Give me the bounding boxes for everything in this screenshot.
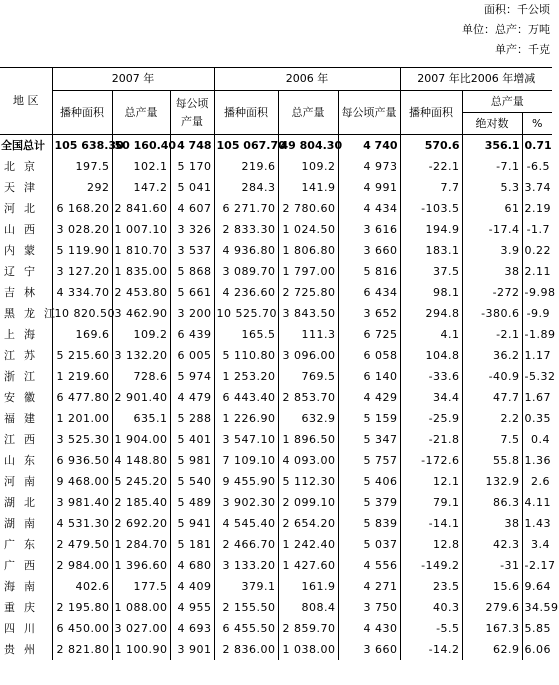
yield-2007-cell: 3 326 bbox=[170, 219, 214, 240]
total-output-2007-cell: 2 453.80 bbox=[112, 282, 170, 303]
yield-2007-cell: 5 288 bbox=[170, 408, 214, 429]
sown-area-2006-cell: 6 443.40 bbox=[214, 387, 278, 408]
region-cell: 浙江 bbox=[4, 370, 44, 383]
region-cell: 江苏 bbox=[4, 349, 44, 362]
sown-area-2006-cell: 2 836.00 bbox=[214, 639, 278, 660]
yield-2006-cell: 6 140 bbox=[338, 366, 400, 387]
output-change-absolute-cell: 38 bbox=[462, 261, 522, 282]
yield-2006-cell: 4 271 bbox=[338, 576, 400, 597]
output-change-absolute-cell: 61 bbox=[462, 198, 522, 219]
region-cell: 辽宁 bbox=[4, 265, 44, 278]
unit-output: 单位：总产：万吨 bbox=[462, 23, 550, 36]
sown-area-2006-cell: 4 936.80 bbox=[214, 240, 278, 261]
total-output-2007-cell: 1 100.90 bbox=[112, 639, 170, 660]
total-output-2007-cell: 1 904.00 bbox=[112, 429, 170, 450]
total-output-2006-cell: 109.2 bbox=[278, 156, 338, 177]
header-year-2006: 2006 年 bbox=[214, 68, 400, 91]
yield-2006-cell: 5 379 bbox=[338, 492, 400, 513]
sown-area-2006-cell: 6 455.50 bbox=[214, 618, 278, 639]
sown-area-change-cell: 34.4 bbox=[400, 387, 462, 408]
sown-area-change-cell: 12.1 bbox=[400, 471, 462, 492]
yield-2006-cell: 5 159 bbox=[338, 408, 400, 429]
table-row bbox=[0, 156, 552, 177]
table-row bbox=[0, 324, 552, 345]
yield-2006-cell: 5 406 bbox=[338, 471, 400, 492]
output-change-absolute-cell: -40.9 bbox=[462, 366, 522, 387]
sown-area-2007-cell: 6 477.80 bbox=[52, 387, 112, 408]
output-change-percent-cell: 2.11 bbox=[522, 261, 552, 282]
table-row bbox=[0, 282, 552, 303]
sown-area-2007-cell: 402.6 bbox=[52, 576, 112, 597]
sown-area-2006-cell: 3 547.10 bbox=[214, 429, 278, 450]
output-change-percent-cell: 0.71 bbox=[522, 135, 552, 157]
output-change-absolute-cell: 38 bbox=[462, 513, 522, 534]
header-yield-2007: 每公顷产量 bbox=[170, 91, 214, 135]
header-sown-area-2006: 播种面积 bbox=[214, 91, 278, 135]
sown-area-change-cell: -22.1 bbox=[400, 156, 462, 177]
total-output-2007-cell: 2 185.40 bbox=[112, 492, 170, 513]
yield-2006-cell: 3 660 bbox=[338, 240, 400, 261]
sown-area-2007-cell: 6 450.00 bbox=[52, 618, 112, 639]
sown-area-2007-cell: 3 981.40 bbox=[52, 492, 112, 513]
table-row bbox=[0, 387, 552, 408]
table-row bbox=[0, 618, 552, 639]
sown-area-change-cell: -25.9 bbox=[400, 408, 462, 429]
total-output-2006-cell: 3 096.00 bbox=[278, 345, 338, 366]
total-output-2006-cell: 1 038.00 bbox=[278, 639, 338, 660]
region-cell: 上海 bbox=[4, 328, 44, 341]
sown-area-2007-cell: 10 820.50 bbox=[52, 303, 112, 324]
table-row bbox=[0, 450, 552, 471]
header-percent: % bbox=[522, 113, 552, 135]
total-output-2007-cell: 3 027.00 bbox=[112, 618, 170, 639]
total-output-2006-cell: 5 112.30 bbox=[278, 471, 338, 492]
yield-2007-cell: 5 981 bbox=[170, 450, 214, 471]
output-change-percent-cell: 4.11 bbox=[522, 492, 552, 513]
sown-area-2006-cell: 9 455.90 bbox=[214, 471, 278, 492]
header-sown-area-2007: 播种面积 bbox=[52, 91, 112, 135]
total-output-2007-cell: 147.2 bbox=[112, 177, 170, 198]
yield-2006-cell: 4 973 bbox=[338, 156, 400, 177]
output-change-absolute-cell: 47.7 bbox=[462, 387, 522, 408]
yield-2006-cell: 4 429 bbox=[338, 387, 400, 408]
table-row bbox=[0, 513, 552, 534]
yield-2007-cell: 4 693 bbox=[170, 618, 214, 639]
yield-2006-cell: 4 740 bbox=[338, 135, 400, 157]
output-change-absolute-cell: 62.9 bbox=[462, 639, 522, 660]
output-change-percent-cell: 1.17 bbox=[522, 345, 552, 366]
region-cell: 广西 bbox=[4, 559, 44, 572]
region-cell: 黑龙江 bbox=[4, 307, 64, 320]
output-change-absolute-cell: 36.2 bbox=[462, 345, 522, 366]
yield-2007-cell: 5 489 bbox=[170, 492, 214, 513]
sown-area-change-cell: 104.8 bbox=[400, 345, 462, 366]
table-row bbox=[0, 261, 552, 282]
sown-area-change-cell: -172.6 bbox=[400, 450, 462, 471]
total-output-2006-cell: 769.5 bbox=[278, 366, 338, 387]
region-cell: 广东 bbox=[4, 538, 44, 551]
total-output-2007-cell: 2 901.40 bbox=[112, 387, 170, 408]
sown-area-2007-cell: 6 936.50 bbox=[52, 450, 112, 471]
sown-area-2006-cell: 165.5 bbox=[214, 324, 278, 345]
region-cell: 内蒙 bbox=[4, 244, 44, 257]
output-change-absolute-cell: -2.1 bbox=[462, 324, 522, 345]
table-row bbox=[0, 177, 552, 198]
output-change-percent-cell: 5.85 bbox=[522, 618, 552, 639]
total-output-2006-cell: 1 242.40 bbox=[278, 534, 338, 555]
total-output-2006-cell: 4 093.00 bbox=[278, 450, 338, 471]
table-row bbox=[0, 303, 552, 324]
header-absolute: 绝对数 bbox=[462, 113, 522, 135]
sown-area-2006-cell: 3 902.30 bbox=[214, 492, 278, 513]
yield-2006-cell: 3 616 bbox=[338, 219, 400, 240]
table-row bbox=[0, 492, 552, 513]
total-output-2006-cell: 2 853.70 bbox=[278, 387, 338, 408]
yield-2007-cell: 4 409 bbox=[170, 576, 214, 597]
output-change-percent-cell: 3.74 bbox=[522, 177, 552, 198]
table-row bbox=[0, 345, 552, 366]
sown-area-2006-cell: 5 110.80 bbox=[214, 345, 278, 366]
yield-2006-cell: 5 037 bbox=[338, 534, 400, 555]
sown-area-change-cell: -14.1 bbox=[400, 513, 462, 534]
region-cell: 天津 bbox=[4, 181, 44, 194]
sown-area-2007-cell: 2 195.80 bbox=[52, 597, 112, 618]
sown-area-2007-cell: 9 468.00 bbox=[52, 471, 112, 492]
yield-2007-cell: 4 748 bbox=[170, 135, 214, 157]
unit-area: 面积：千公顷 bbox=[484, 3, 550, 16]
output-change-percent-cell: 9.64 bbox=[522, 576, 552, 597]
yield-2007-cell: 5 868 bbox=[170, 261, 214, 282]
total-output-2007-cell: 109.2 bbox=[112, 324, 170, 345]
yield-2006-cell: 5 757 bbox=[338, 450, 400, 471]
sown-area-2007-cell: 4 334.70 bbox=[52, 282, 112, 303]
output-change-absolute-cell: 132.9 bbox=[462, 471, 522, 492]
yield-2006-cell: 5 839 bbox=[338, 513, 400, 534]
region-cell: 河南 bbox=[4, 475, 44, 488]
total-output-2007-cell: 4 148.80 bbox=[112, 450, 170, 471]
header-year-2007: 2007 年 bbox=[52, 68, 214, 91]
output-change-absolute-cell: 7.5 bbox=[462, 429, 522, 450]
yield-2007-cell: 4 955 bbox=[170, 597, 214, 618]
sown-area-2006-cell: 1 226.90 bbox=[214, 408, 278, 429]
sown-area-change-cell: 40.3 bbox=[400, 597, 462, 618]
output-change-percent-cell: 2.19 bbox=[522, 198, 552, 219]
yield-2007-cell: 5 661 bbox=[170, 282, 214, 303]
yield-2006-cell: 4 434 bbox=[338, 198, 400, 219]
output-change-percent-cell: 0.4 bbox=[522, 429, 552, 450]
yield-2007-cell: 5 041 bbox=[170, 177, 214, 198]
total-output-2006-cell: 111.3 bbox=[278, 324, 338, 345]
total-output-2007-cell: 1 396.60 bbox=[112, 555, 170, 576]
total-output-2007-cell: 728.6 bbox=[112, 366, 170, 387]
output-change-absolute-cell: 55.8 bbox=[462, 450, 522, 471]
header-total-output-2006: 总产量 bbox=[278, 91, 338, 135]
sown-area-change-cell: 7.7 bbox=[400, 177, 462, 198]
sown-area-2007-cell: 3 525.30 bbox=[52, 429, 112, 450]
sown-area-change-cell: 183.1 bbox=[400, 240, 462, 261]
output-change-percent-cell: 3.4 bbox=[522, 534, 552, 555]
table-row bbox=[0, 429, 552, 450]
region-cell: 山西 bbox=[4, 223, 44, 236]
sown-area-change-cell: 12.8 bbox=[400, 534, 462, 555]
sown-area-2007-cell: 5 119.90 bbox=[52, 240, 112, 261]
total-output-2006-cell: 1 896.50 bbox=[278, 429, 338, 450]
total-output-2006-cell: 2 654.20 bbox=[278, 513, 338, 534]
output-change-percent-cell: -1.7 bbox=[522, 219, 552, 240]
total-output-2007-cell: 2 692.20 bbox=[112, 513, 170, 534]
yield-2006-cell: 3 652 bbox=[338, 303, 400, 324]
total-output-2007-cell: 102.1 bbox=[112, 156, 170, 177]
table-row bbox=[0, 639, 552, 660]
yield-2006-cell: 4 991 bbox=[338, 177, 400, 198]
yield-2006-cell: 6 434 bbox=[338, 282, 400, 303]
output-change-percent-cell: 0.35 bbox=[522, 408, 552, 429]
table-row bbox=[0, 366, 552, 387]
total-output-2006-cell: 161.9 bbox=[278, 576, 338, 597]
yield-2007-cell: 5 401 bbox=[170, 429, 214, 450]
region-cell: 四川 bbox=[4, 622, 44, 635]
sown-area-change-cell: -149.2 bbox=[400, 555, 462, 576]
table-header bbox=[0, 68, 552, 135]
output-change-absolute-cell: -7.1 bbox=[462, 156, 522, 177]
sown-area-2006-cell: 3 089.70 bbox=[214, 261, 278, 282]
table-row bbox=[0, 408, 552, 429]
region-cell: 安徽 bbox=[4, 391, 44, 404]
sown-area-2007-cell: 3 028.20 bbox=[52, 219, 112, 240]
yield-2006-cell: 6 058 bbox=[338, 345, 400, 366]
sown-area-2007-cell: 3 127.20 bbox=[52, 261, 112, 282]
total-output-2006-cell: 1 427.60 bbox=[278, 555, 338, 576]
output-change-percent-cell: 1.36 bbox=[522, 450, 552, 471]
grain-statistics-table bbox=[0, 67, 559, 660]
output-change-absolute-cell: 5.3 bbox=[462, 177, 522, 198]
region-cell: 海南 bbox=[4, 580, 44, 593]
sown-area-change-cell: 570.6 bbox=[400, 135, 462, 157]
sown-area-change-cell: 23.5 bbox=[400, 576, 462, 597]
sown-area-2006-cell: 4 545.40 bbox=[214, 513, 278, 534]
output-change-absolute-cell: 42.3 bbox=[462, 534, 522, 555]
yield-2007-cell: 3 200 bbox=[170, 303, 214, 324]
yield-2007-cell: 5 181 bbox=[170, 534, 214, 555]
header-yield-2006: 每公顷产量 bbox=[338, 91, 400, 135]
sown-area-2007-cell: 5 215.60 bbox=[52, 345, 112, 366]
yield-2007-cell: 5 974 bbox=[170, 366, 214, 387]
header-region: 地 区 bbox=[0, 68, 52, 135]
sown-area-change-cell: 294.8 bbox=[400, 303, 462, 324]
total-output-2007-cell: 1 007.10 bbox=[112, 219, 170, 240]
output-change-percent-cell: 34.59 bbox=[522, 597, 552, 618]
header-total-output-2007: 总产量 bbox=[112, 91, 170, 135]
sown-area-2007-cell: 6 168.20 bbox=[52, 198, 112, 219]
yield-2006-cell: 5 347 bbox=[338, 429, 400, 450]
yield-2007-cell: 3 901 bbox=[170, 639, 214, 660]
total-output-2006-cell: 1 024.50 bbox=[278, 219, 338, 240]
yield-2006-cell: 3 660 bbox=[338, 639, 400, 660]
header-output-change: 总产量 bbox=[462, 91, 552, 113]
yield-2007-cell: 4 607 bbox=[170, 198, 214, 219]
sown-area-2007-cell: 1 219.60 bbox=[52, 366, 112, 387]
output-change-percent-cell: 6.06 bbox=[522, 639, 552, 660]
sown-area-2006-cell: 105 067.70 bbox=[214, 135, 278, 157]
total-output-2006-cell: 2 859.70 bbox=[278, 618, 338, 639]
region-cell: 贵州 bbox=[4, 643, 44, 656]
yield-2007-cell: 3 537 bbox=[170, 240, 214, 261]
sown-area-2007-cell: 169.6 bbox=[52, 324, 112, 345]
table-row bbox=[0, 219, 552, 240]
output-change-absolute-cell: 2.2 bbox=[462, 408, 522, 429]
yield-2007-cell: 4 680 bbox=[170, 555, 214, 576]
region-cell: 吉林 bbox=[4, 286, 44, 299]
sown-area-2007-cell: 2 821.80 bbox=[52, 639, 112, 660]
sown-area-2007-cell: 4 531.30 bbox=[52, 513, 112, 534]
sown-area-2006-cell: 2 833.30 bbox=[214, 219, 278, 240]
sown-area-2007-cell: 2 479.50 bbox=[52, 534, 112, 555]
total-output-2007-cell: 5 245.20 bbox=[112, 471, 170, 492]
sown-area-2007-cell: 197.5 bbox=[52, 156, 112, 177]
region-cell: 江西 bbox=[4, 433, 44, 446]
output-change-percent-cell: 1.43 bbox=[522, 513, 552, 534]
sown-area-2007-cell: 1 201.00 bbox=[52, 408, 112, 429]
output-change-absolute-cell: 167.3 bbox=[462, 618, 522, 639]
table-body bbox=[0, 135, 559, 661]
total-output-2006-cell: 632.9 bbox=[278, 408, 338, 429]
output-change-percent-cell: -1.89 bbox=[522, 324, 552, 345]
output-change-absolute-cell: 15.6 bbox=[462, 576, 522, 597]
sown-area-change-cell: -103.5 bbox=[400, 198, 462, 219]
total-output-2006-cell: 3 843.50 bbox=[278, 303, 338, 324]
sown-area-2006-cell: 4 236.60 bbox=[214, 282, 278, 303]
total-output-2006-cell: 808.4 bbox=[278, 597, 338, 618]
output-change-percent-cell: -6.5 bbox=[522, 156, 552, 177]
sown-area-2006-cell: 10 525.70 bbox=[214, 303, 278, 324]
total-output-2007-cell: 3 132.20 bbox=[112, 345, 170, 366]
sown-area-2007-cell: 105 638.30 bbox=[52, 135, 112, 157]
total-output-2007-cell: 177.5 bbox=[112, 576, 170, 597]
total-output-2006-cell: 1 806.80 bbox=[278, 240, 338, 261]
total-output-2007-cell: 1 835.00 bbox=[112, 261, 170, 282]
region-cell: 湖南 bbox=[4, 517, 44, 530]
sown-area-change-cell: 4.1 bbox=[400, 324, 462, 345]
region-cell: 湖北 bbox=[4, 496, 44, 509]
output-change-absolute-cell: -31 bbox=[462, 555, 522, 576]
sown-area-2007-cell: 2 984.00 bbox=[52, 555, 112, 576]
sown-area-change-cell: -5.5 bbox=[400, 618, 462, 639]
sown-area-change-cell: -33.6 bbox=[400, 366, 462, 387]
total-output-2006-cell: 141.9 bbox=[278, 177, 338, 198]
yield-2007-cell: 6 005 bbox=[170, 345, 214, 366]
sown-area-change-cell: -21.8 bbox=[400, 429, 462, 450]
output-change-percent-cell: -5.32 bbox=[522, 366, 552, 387]
table-row bbox=[0, 198, 552, 219]
region-cell: 福建 bbox=[4, 412, 44, 425]
output-change-absolute-cell: -380.6 bbox=[462, 303, 522, 324]
yield-2007-cell: 5 540 bbox=[170, 471, 214, 492]
total-output-2007-cell: 1 810.70 bbox=[112, 240, 170, 261]
yield-2007-cell: 5 170 bbox=[170, 156, 214, 177]
yield-2006-cell: 6 725 bbox=[338, 324, 400, 345]
table-row-total bbox=[0, 135, 552, 157]
total-output-2007-cell: 1 088.00 bbox=[112, 597, 170, 618]
total-output-2007-cell: 3 462.90 bbox=[112, 303, 170, 324]
output-change-percent-cell: -9.98 bbox=[522, 282, 552, 303]
output-change-percent-cell: 0.22 bbox=[522, 240, 552, 261]
sown-area-change-cell: 79.1 bbox=[400, 492, 462, 513]
sown-area-change-cell: 37.5 bbox=[400, 261, 462, 282]
yield-2006-cell: 4 556 bbox=[338, 555, 400, 576]
sown-area-change-cell: 98.1 bbox=[400, 282, 462, 303]
header-change: 2007 年比2006 年增减 bbox=[400, 68, 552, 91]
yield-2006-cell: 5 816 bbox=[338, 261, 400, 282]
yield-2007-cell: 4 479 bbox=[170, 387, 214, 408]
total-output-2006-cell: 49 804.30 bbox=[278, 135, 338, 157]
table-row bbox=[0, 534, 552, 555]
table-row bbox=[0, 555, 552, 576]
output-change-absolute-cell: 356.1 bbox=[462, 135, 522, 157]
sown-area-2006-cell: 284.3 bbox=[214, 177, 278, 198]
table-row bbox=[0, 576, 552, 597]
output-change-absolute-cell: 86.3 bbox=[462, 492, 522, 513]
output-change-absolute-cell: -272 bbox=[462, 282, 522, 303]
sown-area-change-cell: 194.9 bbox=[400, 219, 462, 240]
sown-area-2006-cell: 7 109.10 bbox=[214, 450, 278, 471]
sown-area-2006-cell: 1 253.20 bbox=[214, 366, 278, 387]
output-change-percent-cell: -2.17 bbox=[522, 555, 552, 576]
total-output-2006-cell: 2 099.10 bbox=[278, 492, 338, 513]
sown-area-2006-cell: 3 133.20 bbox=[214, 555, 278, 576]
output-change-percent-cell: -9.9 bbox=[522, 303, 552, 324]
output-change-percent-cell: 2.6 bbox=[522, 471, 552, 492]
total-output-2006-cell: 2 725.80 bbox=[278, 282, 338, 303]
yield-2006-cell: 4 430 bbox=[338, 618, 400, 639]
units-block bbox=[350, 0, 550, 60]
total-output-2007-cell: 635.1 bbox=[112, 408, 170, 429]
sown-area-2006-cell: 2 466.70 bbox=[214, 534, 278, 555]
yield-2006-cell: 3 750 bbox=[338, 597, 400, 618]
sown-area-2006-cell: 6 271.70 bbox=[214, 198, 278, 219]
output-change-absolute-cell: -17.4 bbox=[462, 219, 522, 240]
region-cell: 全国总计 bbox=[1, 139, 45, 152]
table-row bbox=[0, 597, 552, 618]
table-row bbox=[0, 471, 552, 492]
header-sown-area-change: 播种面积 bbox=[400, 91, 462, 135]
total-output-2007-cell: 1 284.70 bbox=[112, 534, 170, 555]
sown-area-2006-cell: 2 155.50 bbox=[214, 597, 278, 618]
sown-area-2006-cell: 219.6 bbox=[214, 156, 278, 177]
total-output-2007-cell: 2 841.60 bbox=[112, 198, 170, 219]
total-output-2007-cell: 50 160.40 bbox=[112, 135, 170, 157]
yield-2007-cell: 5 941 bbox=[170, 513, 214, 534]
sown-area-2007-cell: 292 bbox=[52, 177, 112, 198]
region-cell: 重庆 bbox=[4, 601, 44, 614]
sown-area-change-cell: -14.2 bbox=[400, 639, 462, 660]
region-cell: 山东 bbox=[4, 454, 44, 467]
table-row bbox=[0, 240, 552, 261]
sown-area-2006-cell: 379.1 bbox=[214, 576, 278, 597]
output-change-absolute-cell: 279.6 bbox=[462, 597, 522, 618]
output-change-absolute-cell: 3.9 bbox=[462, 240, 522, 261]
total-output-2006-cell: 2 780.60 bbox=[278, 198, 338, 219]
region-cell: 河北 bbox=[4, 202, 44, 215]
output-change-percent-cell: 1.67 bbox=[522, 387, 552, 408]
region-cell: 北京 bbox=[4, 160, 44, 173]
unit-yield: 单产：千克 bbox=[495, 43, 550, 56]
yield-2007-cell: 6 439 bbox=[170, 324, 214, 345]
total-output-2006-cell: 1 797.00 bbox=[278, 261, 338, 282]
